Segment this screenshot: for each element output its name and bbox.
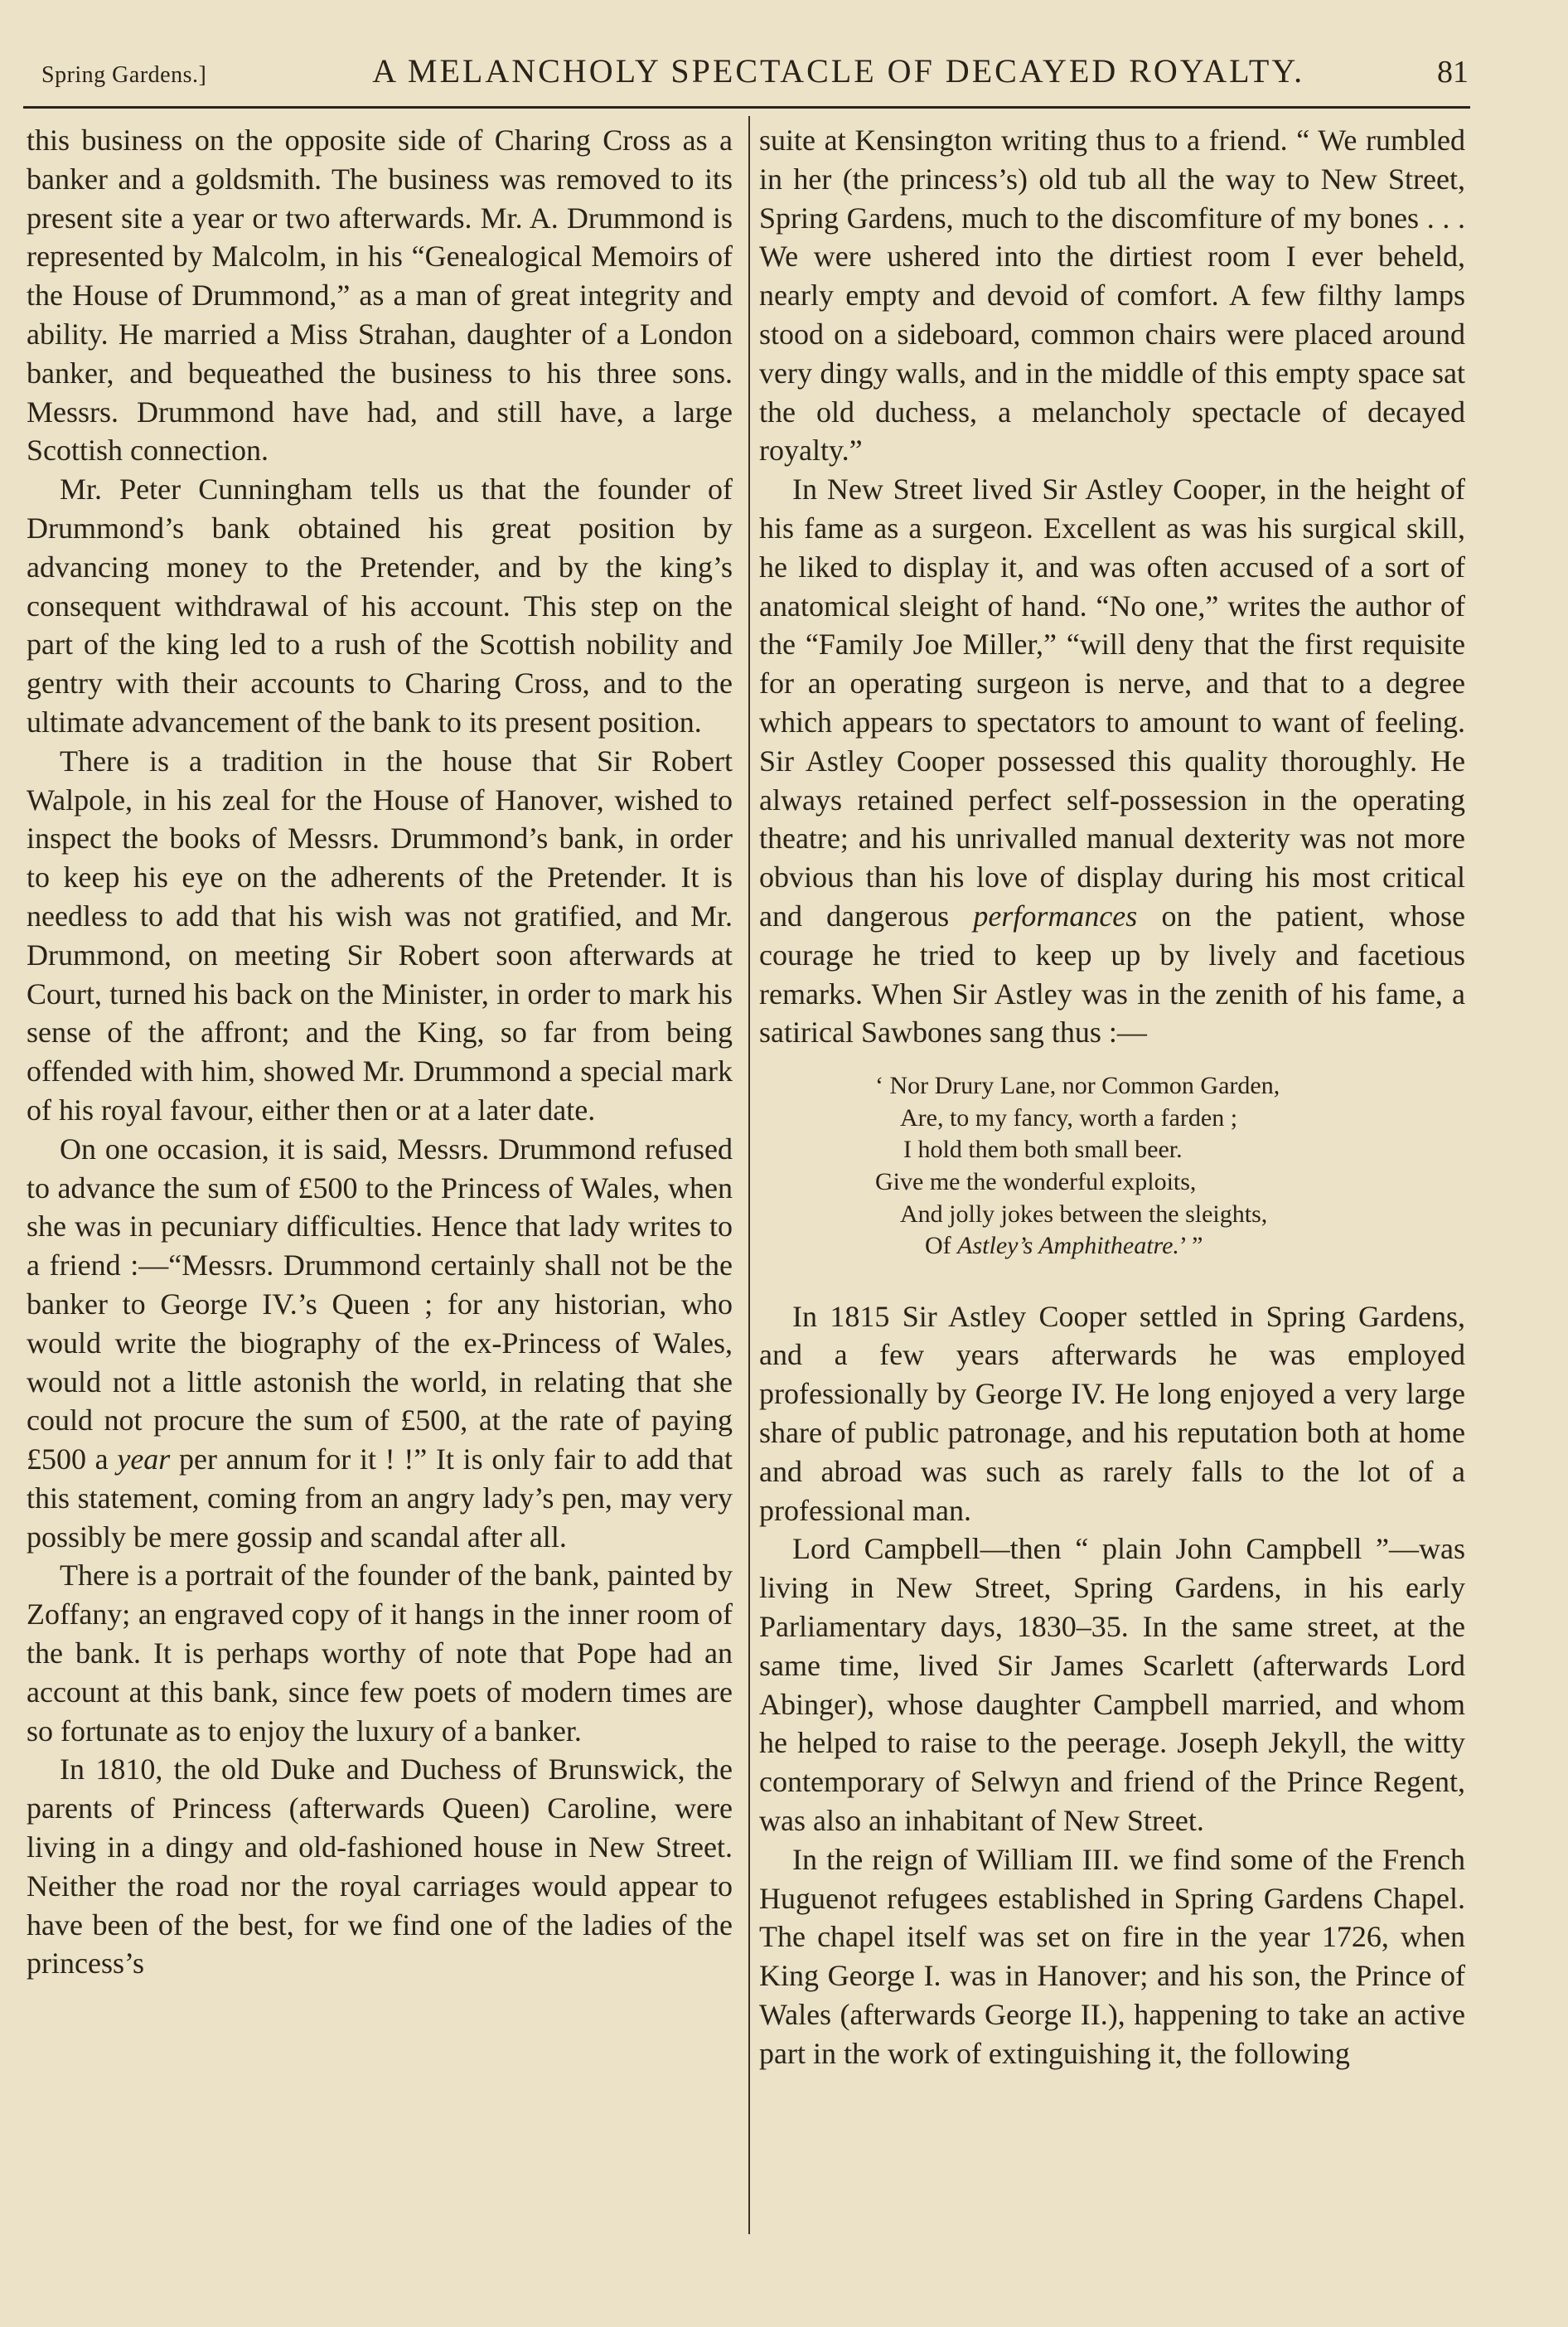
paragraph: In the reign of William III. we find some of the French Huguenot refugees established in Spring Gardens Chapel. The chapel itself was set on fire in the year 1726, when King George I. was in Hanover; and his son, the Prince of Wales (afterwards George II.), happening to take an active part in the work of extinguishing it, the following: [759, 1842, 1465, 2070]
verse-quote: [875, 1070, 1465, 1263]
paragraph: In 1810, the old Duke and Duchess of Brunswick, the parents of Princess (afterwards Queen) Caroline, were living in a dingy and old-fashioned house in New Street. Neither the road nor the royal carriages would appear to have been of the best, for we find one of the ladies of the princess’s: [27, 1753, 733, 1980]
verse-line: [875, 1230, 1465, 1263]
verse-line: I hold them both small beer.: [903, 1136, 1183, 1164]
paragraph: this business on the opposite side of Charing Cross as a banker and a goldsmith. The business was removed to its present site a year or two afterwards. Mr. A. Drummond is represented by Malcolm, in his “Genealogical Memoirs of the House of Drummond,” as a man of great integrity and ability. He married a Miss Strahan, daughter of a London banker, and bequeathed the business to his three sons. Messrs. Drummond have had, and still have, a large Scottish connection.: [27, 124, 733, 468]
text-run: ’ ”: [1178, 1232, 1203, 1260]
paragraph: Mr. Peter Cunningham tells us that the founder of Drummond’s bank obtained his great position by advancing money to the Pretender, and by the king’s consequent withdrawal of his account. This step on the part of the king led to a rush of the Scottish nobility and gentry with their accounts to Charing Cross, and to the ultimate advancement of the bank to its present position.: [27, 473, 733, 739]
text-run: on the patient, whose courage he tried to keep up by lively and facetious remarks. When Sir Astley was in the zenith of his fame, a satirical Sawbones sang thus :—: [759, 899, 1465, 1050]
page-number: 81: [1437, 55, 1469, 90]
text-run: per annum for it ! !” It is only fair to add that this statement, coming from an angry lady’s pen, may very possibly be mere gossip and scandal after all.: [27, 1442, 733, 1554]
paragraph: There is a portrait of the founder of the bank, painted by Zoffany; an engraved copy of it hangs in the inner room of the bank. It is perhaps worthy of note that Pope had an account at this bank, since few poets of modern times are so fortunate as to enjoy the luxury of a banker.: [27, 1559, 733, 1748]
emphasis: performances: [973, 899, 1138, 933]
verse-line: ‘ Nor Drury Lane, nor Common Garden,: [875, 1072, 1280, 1100]
section-label: Spring Gardens.]: [41, 62, 207, 88]
paragraph: Lord Campbell—then “ plain John Campbell ”—was living in New Street, Spring Gardens, in his early Parliamentary days, 1830–35. In the same street, at the same time, lived Sir James Scarlett (afterwards Lord Abinger), whose daughter Campbell married, and whom he helped to raise to the peerage. Joseph Jekyll, the witty contemporary of Selwyn and friend of the Prince Regent, was also an inhabitant of New Street.: [759, 1532, 1465, 1838]
header-rule: [23, 106, 1470, 109]
verse-line: Give me the wonderful exploits,: [875, 1167, 1197, 1195]
running-header: [41, 51, 1469, 101]
text-run: In New Street lived Sir Astley Cooper, in the height of his fame as a surgeon. Excellent as was his surgical skill, he liked to display it, and was often accused of a sort of anatomical sleight of hand. “No one,” writes the author of the “Family Joe Miller,” “will deny that the first requisite for an operating surgeon is nerve, and that to a degree which appears to spectators to amount to want of feeling. Sir Astley Cooper possessed this quality thoroughly. He always retained perfect self-possession in the operating theatre; and his unrivalled manual dexterity was not more obvious than his love of display during his most critical and dangerous: [759, 473, 1465, 933]
emphasis: year: [117, 1442, 171, 1476]
right-column: [759, 121, 1465, 2073]
emphasis: Astley’s Amphitheatre.: [957, 1232, 1179, 1260]
paragraph: suite at Kensington writing thus to a friend. “ We rumbled in her (the princess’s) old tub all the way to New Street, Spring Gardens, much to the discomfiture of my bones . . . We were ushered into the dirtiest room I ever beheld, nearly empty and devoid of comfort. A few filthy lamps stood on a sideboard, common chairs were placed around very dingy walls, and in the middle of this empty space sat the old duchess, a melancholy spectacle of decayed royalty.”: [759, 124, 1465, 468]
paragraph: [759, 470, 1465, 1052]
left-column: [27, 121, 733, 1983]
text-run: On one occasion, it is said, Messrs. Drummond refused to advance the sum of £500 to the Princess of Wales, when she was in pecuniary difficulties. Hence that lady writes to a friend :—“Messrs. Drummond certainly shall not be the banker to George IV.’s Queen ; for any historian, who would write the biography of the ex-Princess of Wales, would not a little astonish the world, in relating that she could not procure the sum of £500, at the rate of paying £500 a: [27, 1132, 733, 1476]
page-title: A MELANCHOLY SPECTACLE OF DECAYED ROYALTY.: [372, 52, 1305, 90]
verse-line: Are, to my fancy, worth a farden ;: [900, 1103, 1238, 1132]
paragraph: In 1815 Sir Astley Cooper settled in Spring Gardens, and a few years afterwards he was employed professionally by George IV. He long enjoyed a very large share of public patronage, and his reputation both at home and abroad was such as rarely falls to the lot of a professional man.: [759, 1299, 1465, 1527]
paragraph: [27, 1130, 733, 1557]
paragraph: There is a tradition in the house that Sir Robert Walpole, in his zeal for the House of Hanover, wished to inspect the books of Messrs. Drummond’s bank, in order to keep his eye on the adherents of the Pretender. It is needless to add that his wish was not gratified, and Mr. Drummond, on meeting Sir Robert soon afterwards at Court, turned his back on the Minister, in order to mark his sense of the affront; and the King, so far from being offended with him, showed Mr. Drummond a special mark of his royal favour, either then or at a later date.: [27, 744, 733, 1127]
column-divider: [748, 116, 750, 2234]
verse-line: And jolly jokes between the sleights,: [900, 1200, 1268, 1228]
text-run: Of: [925, 1232, 958, 1260]
